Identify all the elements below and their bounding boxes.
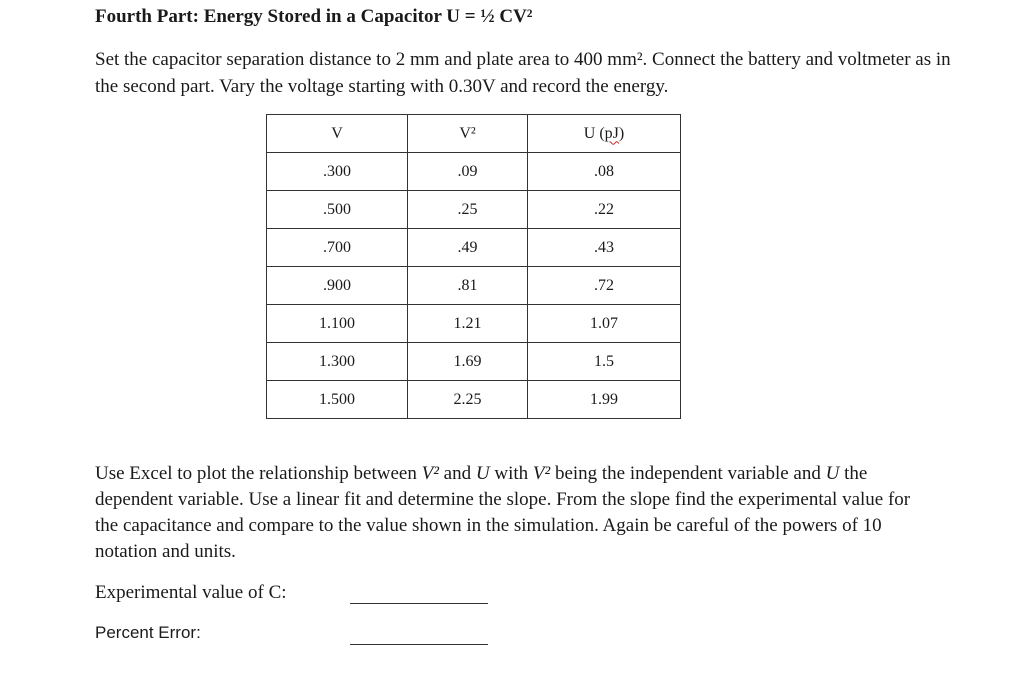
v-squared-symbol: V² [532, 463, 551, 484]
header-v: V [267, 115, 408, 153]
table-row [267, 343, 681, 381]
table-row [267, 153, 681, 191]
cell-v: 1.300 [267, 343, 408, 381]
table-row [267, 267, 681, 305]
cell-v: .300 [267, 153, 408, 191]
cell-v: .500 [267, 191, 408, 229]
cell-v-squared: 2.25 [408, 381, 528, 419]
percent-error-label: Percent Error: [95, 623, 201, 642]
table-header-row [267, 115, 681, 153]
cell-u: .08 [528, 153, 681, 191]
table-row [267, 191, 681, 229]
data-table [266, 114, 681, 419]
v-squared-symbol: V² [421, 463, 439, 484]
table-row [267, 305, 681, 343]
table-row [267, 381, 681, 419]
page-title: Fourth Part: Energy Stored in a Capacitor U = ½ CV² [95, 6, 533, 27]
cell-v-squared: 1.69 [408, 343, 528, 381]
cell-v-squared: .25 [408, 191, 528, 229]
cell-u: 1.99 [528, 381, 681, 419]
cell-v-squared: .81 [408, 267, 528, 305]
experimental-c-label: Experimental value of C: [95, 582, 287, 603]
header-u [528, 115, 681, 153]
intro-paragraph: Set the capacitor separation distance to 2 mm and plate area to 400 mm². Connect the battery and voltmeter as in the second part. Vary the voltage starting with 0.30V and record the energy. [95, 49, 951, 97]
header-v-squared: V² [408, 115, 528, 153]
u-symbol: U [475, 463, 490, 484]
cell-v-squared: .09 [408, 153, 528, 191]
u-symbol: U [825, 463, 840, 484]
table-row [267, 229, 681, 267]
header-u-close: ) [618, 124, 625, 142]
cell-v-squared: 1.21 [408, 305, 528, 343]
header-u-unit: pJ [604, 124, 619, 142]
experimental-c-blank[interactable] [350, 603, 488, 604]
cell-v: 1.500 [267, 381, 408, 419]
cell-v: .900 [267, 267, 408, 305]
instructions-text: Use Excel to plot the relationship between [95, 463, 422, 484]
cell-v-squared: .49 [408, 229, 528, 267]
instructions-text: the dependent variable. Use a linear fit and determine the slope. From the slope find the experimental value for the capacitance and compare to the value shown in the simulation. Again be careful of the powers of 10 notation and units. [95, 463, 911, 562]
instructions-text: being the independent variable and [550, 463, 826, 484]
cell-u: .43 [528, 229, 681, 267]
percent-error-blank[interactable] [350, 644, 488, 645]
cell-u: 1.07 [528, 305, 681, 343]
instructions-paragraph [95, 461, 935, 565]
cell-v: .700 [267, 229, 408, 267]
instructions-text: with [489, 463, 533, 484]
cell-v: 1.100 [267, 305, 408, 343]
instructions-text: and [438, 463, 476, 484]
cell-u: .72 [528, 267, 681, 305]
cell-u: .22 [528, 191, 681, 229]
cell-u: 1.5 [528, 343, 681, 381]
header-u-open: U ( [583, 124, 605, 142]
